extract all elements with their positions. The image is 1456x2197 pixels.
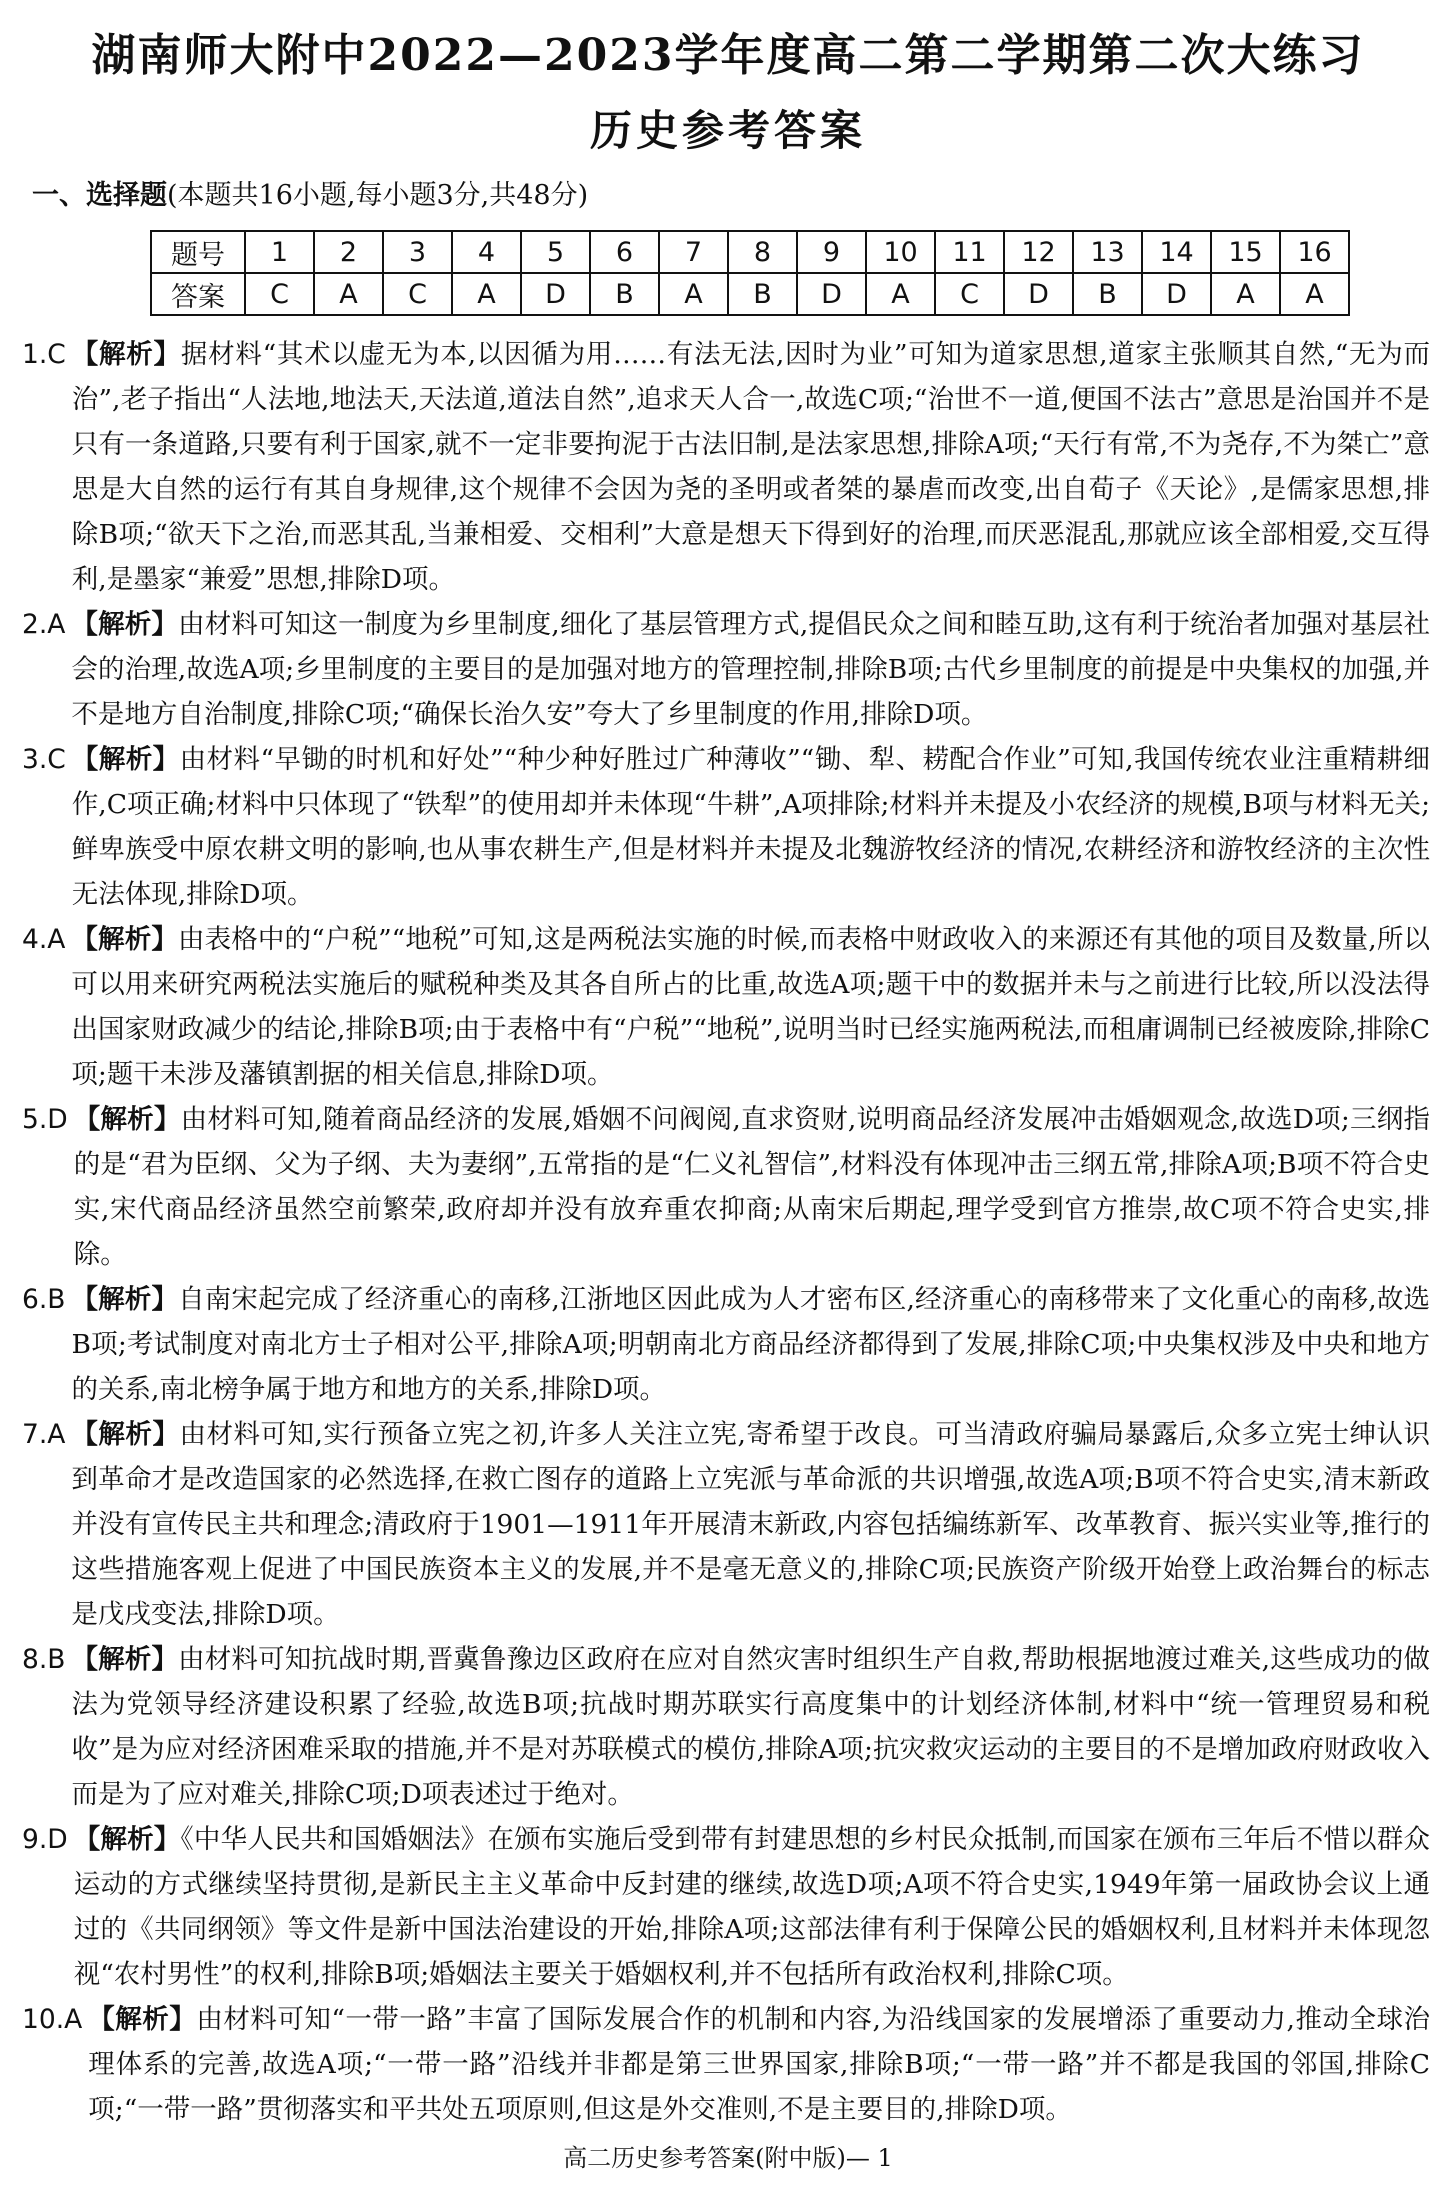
question-number: 15 (1211, 231, 1280, 273)
answer-cell: C (383, 273, 452, 315)
item-text: 由材料可知,随着商品经济的发展,婚姻不问阀阅,直求资财,说明商品经济发展冲击婚姻观念,故选D项;三纲指的是“君为臣纲、父为子纲、夫为妻纲”,五常指的是“仁义礼智信”,材料没有体现冲击三纲五常,排除A项;B项不符合史实,宋代商品经济虽然空前繁荣,政府却并没有放弃重农抑商;从南宋后期起,理学受到官方推崇,故C项不符合史实,排除。 (73, 1104, 1430, 1270)
explanation-item (22, 602, 1430, 737)
document-subtitle: 历史参考答案 (589, 106, 866, 155)
question-number: 8 (728, 231, 797, 273)
question-number: 12 (1004, 231, 1073, 273)
analysis-tag: 【解析】 (71, 924, 178, 955)
question-number: 11 (935, 231, 1004, 273)
item-body (71, 1277, 1430, 1412)
item-body (74, 1817, 1430, 1997)
item-body (72, 737, 1430, 917)
explanation-item (22, 1997, 1430, 2132)
answer-cell: B (1073, 273, 1142, 315)
explanation-item (22, 1817, 1430, 1997)
analysis-tag: 【解析】 (73, 1104, 181, 1135)
item-text: 由材料可知这一制度为乡里制度,细化了基层管理方式,提倡民众之间和睦互助,这有利于统治者加强对基层社会的治理,故选A项;乡里制度的主要目的是加强对地方的管理控制,排除B项;古代乡里制度的前提是中央集权的加强,并不是地方自治制度,排除C项;“确保长治久安”夸大了乡里制度的作用,排除D项。 (71, 609, 1430, 730)
item-body (88, 1997, 1430, 2132)
analysis-tag: 【解析】 (71, 1419, 180, 1450)
answer-cell: C (935, 273, 1004, 315)
explanation-item (22, 737, 1430, 917)
answer-table-row-answers (151, 273, 1349, 315)
section-heading (32, 178, 588, 214)
item-text: 由材料可知抗战时期,晋冀鲁豫边区政府在应对自然灾害时组织生产自救,帮助根据地渡过难关,这些成功的做法为党领导经济建设积累了经验,故选B项;抗战时期苏联实行高度集中的计划经济体制,材料中“统一管理贸易和税收”是为应对经济困难采取的措施,并不是对苏联模式的模仿,排除A项;抗灾救灾运动的主要目的不是增加政府财政收入而是为了应对难关,排除C项;D项表述过于绝对。 (71, 1644, 1430, 1810)
document-title: 湖南师大附中2022—2023学年度高二第二学期第二次大练习 (91, 30, 1365, 81)
answer-cell: A (1211, 273, 1280, 315)
item-body (71, 1412, 1430, 1637)
item-number: 1.C (22, 339, 66, 370)
item-text: 由材料“早锄的时机和好处”“种少种好胜过广种薄收”“锄、犁、耢配合作业”可知,我国传统农业注重精耕细作,C项正确;材料中只体现了“铁犁”的使用却并未体现“牛耕”,A项排除;材料并未提及小农经济的规模,B项与材料无关;鲜卑族受中原农耕文明的影响,也从事农耕生产,但是材料并未提及北魏游牧经济的情况,农耕经济和游牧经济的主次性无法体现,排除D项。 (71, 744, 1430, 910)
section-title: 一、选择题 (32, 180, 167, 211)
analysis-tag: 【解析】 (71, 339, 181, 370)
analysis-tag: 【解析】 (73, 1824, 181, 1855)
item-body (72, 332, 1430, 602)
question-number: 16 (1280, 231, 1349, 273)
explanation-item (22, 1412, 1430, 1637)
analysis-tag: 【解析】 (71, 1644, 179, 1675)
item-number: 3.C (22, 744, 66, 775)
answer-cell: A (1280, 273, 1349, 315)
item-text: 据材料“其术以虚无为本,以因循为用……有法无法,因时为业”可知为道家思想,道家主张顺其自然,“无为而治”,老子指出“人法地,地法天,天法道,道法自然”,追求天人合一,故选C项;“治世不一道,便国不法古”意思是治国并不是只有一条道路,只要有利于国家,就不一定非要拘泥于古法旧制,是法家思想,排除A项;“天行有常,不为尧存,不为桀亡”意思是大自然的运行有其自身规律,这个规律不会因为尧的圣明或者桀的暴虐而改变,出自荀子《天论》,是儒家思想,排除B项;“欲天下之治,而恶其乱,当兼相爱、交相利”大意是想天下得到好的治理,而厌恶混乱,那就应该全部相爱,交互得利,是墨家“兼爱”思想,排除D项。 (71, 339, 1430, 595)
item-number: 10.A (22, 2004, 83, 2035)
explanation-item (22, 1277, 1430, 1412)
item-number: 7.A (22, 1419, 66, 1450)
answer-cell: B (590, 273, 659, 315)
answer-cell: B (728, 273, 797, 315)
answer-table-label-number: 题号 (151, 231, 245, 273)
item-text: 由材料可知,实行预备立宪之初,许多人关注立宪,寄希望于改良。可当清政府骗局暴露后,众多立宪士绅认识到革命才是改造国家的必然选择,在救亡图存的道路上立宪派与革命派的共识增强,故选A项;B项不符合史实,清末新政并没有宣传民主共和理念;清政府于1901—1911年开展清末新政,内容包括编练新军、改革教育、振兴实业等,推行的这些措施客观上促进了中国民族资本主义的发展,并不是毫无意义的,排除C项;民族资产阶级开始登上政治舞台的标志是戊戌变法,排除D项。 (71, 1419, 1430, 1630)
item-text: 由表格中的“户税”“地税”可知,这是两税法实施的时候,而表格中财政收入的来源还有其他的项目及数量,所以可以用来研究两税法实施后的赋税种类及其各自所占的比重,故选A项;题干中的数据并未与之前进行比较,所以没法得出国家财政减少的结论,排除B项;由于表格中有“户税”“地税”,说明当时已经实施两税法,而租庸调制已经被废除,排除C项;题干未涉及藩镇割据的相关信息,排除D项。 (71, 924, 1431, 1090)
item-number: 8.B (22, 1644, 66, 1675)
question-number: 10 (866, 231, 935, 273)
section-note: (本题共16小题,每小题3分,共48分) (167, 180, 589, 211)
item-text: 自南宋起完成了经济重心的南移,江浙地区因此成为人才密布区,经济重心的南移带来了文化重心的南移,故选B项;考试制度对南北方士子相对公平,排除A项;明朝南北方商品经济都得到了发展,排除C项;中央集权涉及中央和地方的关系,南北榜争属于地方和地方的关系,排除D项。 (71, 1284, 1430, 1405)
page-footer: 高二历史参考答案(附中版)— 1 (563, 2144, 893, 2172)
item-text: 《中华人民共和国婚姻法》在颁布实施后受到带有封建思想的乡村民众抵制,而国家在颁布三年后不惜以群众运动的方式继续坚持贯彻,是新民主主义革命中反封建的继续,故选D项;A项不符合史实,1949年第一届政协会议上通过的《共同纲领》等文件是新中国法治建设的开始,排除A项;这部法律有利于保障公民的婚姻权利,且材料并未体现忽视“农村男性”的权利,排除B项;婚姻法主要关于婚姻权利,并不包括所有政治权利,排除C项。 (73, 1824, 1430, 1990)
question-number: 9 (797, 231, 866, 273)
analysis-tag: 【解析】 (71, 1284, 179, 1315)
explanation-item (22, 332, 1430, 602)
answer-cell: A (452, 273, 521, 315)
explanation-list (22, 332, 1430, 2132)
answer-cell: D (797, 273, 866, 315)
answer-cell: D (1004, 273, 1073, 315)
answer-cell: A (659, 273, 728, 315)
item-body (74, 1097, 1430, 1277)
item-body (71, 917, 1430, 1097)
question-number: 7 (659, 231, 728, 273)
item-number: 2.A (22, 609, 66, 640)
analysis-tag: 【解析】 (71, 609, 179, 640)
item-number: 5.D (22, 1104, 68, 1135)
question-number: 5 (521, 231, 590, 273)
analysis-tag: 【解析】 (88, 2004, 197, 2035)
explanation-item (22, 917, 1430, 1097)
analysis-tag: 【解析】 (71, 744, 180, 775)
answer-table-row-numbers (151, 231, 1349, 273)
answer-cell: D (521, 273, 590, 315)
question-number: 6 (590, 231, 659, 273)
question-number: 4 (452, 231, 521, 273)
item-body (71, 1637, 1430, 1817)
explanation-item (22, 1097, 1430, 1277)
answer-cell: A (314, 273, 383, 315)
item-number: 9.D (22, 1824, 68, 1855)
question-number: 13 (1073, 231, 1142, 273)
explanation-item (22, 1637, 1430, 1817)
answer-table-label-answer: 答案 (151, 273, 245, 315)
question-number: 14 (1142, 231, 1211, 273)
item-body (71, 602, 1430, 737)
item-number: 4.A (22, 924, 66, 955)
item-text: 由材料可知“一带一路”丰富了国际发展合作的机制和内容,为沿线国家的发展增添了重要动力,推动全球治理体系的完善,故选A项;“一带一路”沿线并非都是第三世界国家,排除B项;“一带一路”并不都是我国的邻国,排除C项;“一带一路”贯彻落实和平共处五项原则,但这是外交准则,不是主要目的,排除D项。 (88, 2004, 1430, 2125)
answer-cell: A (866, 273, 935, 315)
question-number: 3 (383, 231, 452, 273)
question-number: 2 (314, 231, 383, 273)
answer-cell: D (1142, 273, 1211, 315)
question-number: 1 (245, 231, 314, 273)
answer-table (150, 230, 1350, 316)
item-number: 6.B (22, 1284, 66, 1315)
answer-cell: C (245, 273, 314, 315)
